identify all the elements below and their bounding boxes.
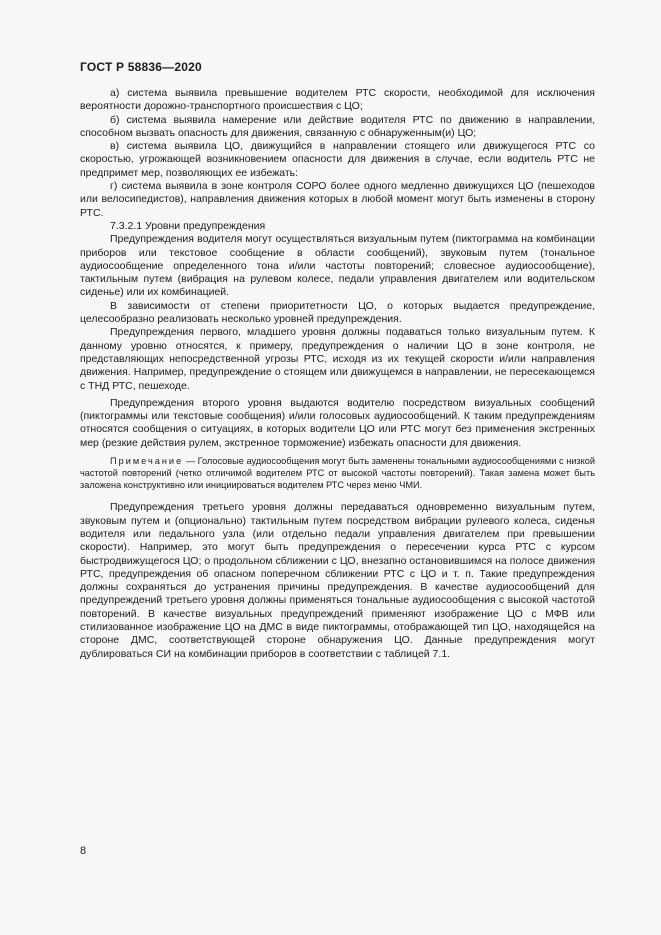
paragraph-5: Предупреждения третьего уровня должны передаваться одновременно визуальным путем, звуковым путем и (опционально) тактильным путем посредством вибрации рулевого колеса, сиденья водителя или педального узла (или отдельно педали управления двигателем при превышении скорости). Например, это могут быть предупреждения о пересечении курса РТС с курсом быстродвижущегося ЦО; о продольном сближении с ЦО, внезапно остановившимся на полосе движения РТС, предупреждения об опасном поперечном сближении РТС с ЦО и т. п. Такие предупреждения должны сохраняться до устранения причины предупреждения. В качестве аудиосообщений для предупреждений третьего уровня должны применяться тональные аудиосообщения с высокой частотой повторений. В качестве визуальных предупреждений применяют изображение ЦО с МФВ или стилизованное изображение ЦО на ДМС в виде пиктограммы, отображающей тип ЦО, находящейся на стороне ДМС, соответствующей стороне обнаружения ЦО. Данные предупреждения могут дублироваться CИ на комбинации приборов в соответствии с таблицей 7.1. (80, 501, 595, 660)
page-number: 8 (80, 845, 87, 857)
paragraph-4: Предупреждения второго уровня выдаются водителю посредством визуальных сообщений (пиктограммы или текстовые сообщения) и/или голосовых аудиосообщений. К таким предупреждениям относятся сообщения о ситуациях, в которых водители ЦО или РТС могут без применения экстренных мер (резкие действия рулем, экстренное торможение) избежать опасности для движения. (80, 396, 595, 449)
list-item-a: а) система выявила превышение водителем РТС скорости, необходимой для исключения вероятности дорожно-транспортного происшествия с ЦО; (80, 87, 595, 113)
paragraph-3: Предупреждения первого, младшего уровня должны подаваться только визуальным путем. К данному уровню относятся, к примеру, предупреждения о наличии ЦО в зоне контроля, не представляющих непосредственной угрозы РТС, исходя из их текущей скорости и/или направления движения. Например, предупреждение о стоящем или движущемся в направлении, не пересекающемся с ТНД РТС, пешеходе. (80, 326, 595, 392)
section-heading: 7.3.2.1 Уровни предупреждения (110, 219, 266, 232)
note-label: Примечание (110, 456, 184, 467)
note-text: — Голосовые аудиосообщения могут быть заменены тональными аудиосообщениями с низкой частотой повторений (четко отличимой водителем РТС от высокой частоты повторений). Такая замена может быть заложена конструктивно или инициироваться водителем РТС через меню ЧМИ. (80, 456, 595, 490)
list-item-v: в) система выявила ЦО, движущийся в направлении стоящего или движущегося РТС со скоростью, угрожающей возникновением опасности для движения в случае, если водитель РТС не предпримет мер, позволяющих ее избежать: (80, 140, 595, 179)
document-body (80, 87, 595, 661)
paragraph-1: Предупреждения водителя могут осуществляться визуальным путем (пиктограмма на комбинации приборов или текстовое сообщение в области сообщений), звуковым путем (тональное аудиосообщение определенного тона и/или частоты повторений; словесное аудиосообщение), тактильным путем (вибрация на рулевом колесе, педали управления двигателем или водительском сиденье) или их комбинацией. (80, 233, 595, 299)
list-item-b: б) система выявила намерение или действие водителя РТС по движению в направлении, способном вызвать опасность для движения, связанную с обнаруженным(и) ЦО; (80, 113, 595, 139)
document-code-header: ГОСТ Р 58836—2020 (80, 60, 202, 74)
note-block (80, 456, 595, 491)
list-item-g: г) система выявила в зоне контроля СОРО более одного медленно движущихся ЦО (пешеходов или велосипедистов), направления движения которых в любой момент могут быть изменены в сторону РТС. (80, 180, 595, 219)
paragraph-2: В зависимости от степени приоритетности ЦО, о которых выдается предупреждение, целесообразно реализовать несколько уровней предупреждения. (80, 299, 595, 326)
